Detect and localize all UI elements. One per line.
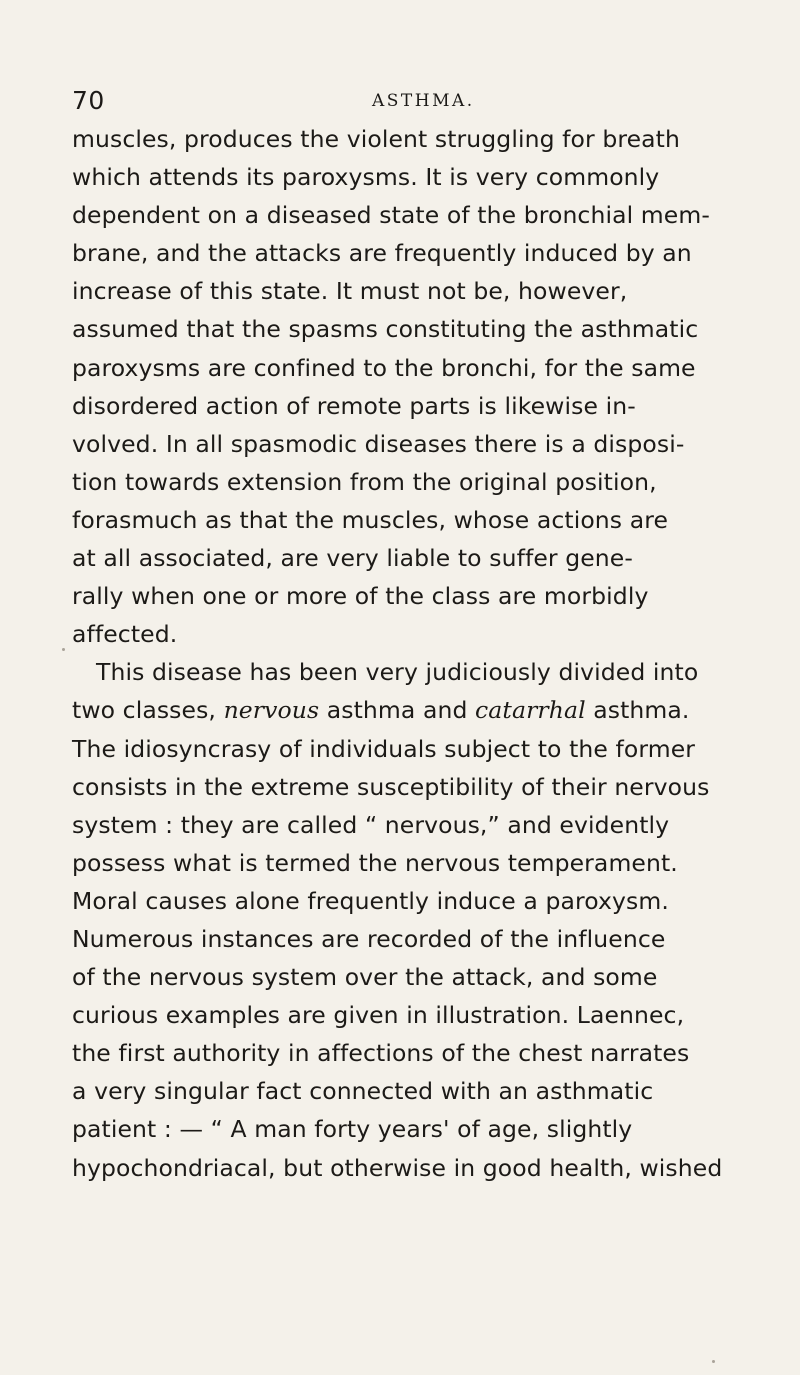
text-line: the first authority in affections of the chest narrates: [72, 1039, 690, 1068]
text-line: disordered action of remote parts is likewise in-: [72, 391, 636, 420]
text-line: volved. In all spasmodic diseases there is a disposi-: [72, 429, 685, 458]
text-line: Moral causes alone frequently induce a paroxysm.: [72, 886, 669, 915]
text-line: forasmuch as that the muscles, whose actions are: [72, 505, 669, 534]
text-line: This disease has been very judiciously divided into: [96, 658, 699, 687]
text-line: affected.: [72, 620, 178, 649]
text-line: a very singular fact connected with an asthmatic: [72, 1077, 654, 1106]
text-line: curious examples are given in illustration. Laennec,: [72, 1001, 685, 1030]
text-line: patient : — “ A man forty years' of age, slightly: [72, 1115, 633, 1144]
text-line: hypochondriacal, but otherwise in good health, wished: [72, 1153, 723, 1182]
text-line: brane, and the attacks are frequently induced by an: [72, 239, 692, 268]
paper-speck: [62, 648, 65, 651]
text-line: tion towards extension from the original position,: [72, 467, 657, 496]
text-line: system : they are called “ nervous,” and evidently: [72, 810, 670, 839]
text-line: increase of this state. It must not be, however,: [72, 277, 628, 306]
running-head: ASTHMA.: [372, 91, 475, 111]
text-run: asthma and: [319, 696, 476, 725]
text-line: consists in the extreme susceptibility of their nervous: [72, 772, 710, 801]
text-line: muscles, produces the violent struggling for breath: [72, 125, 680, 153]
text-line: possess what is termed the nervous temperament.: [72, 848, 678, 877]
body-text: [72, 120, 772, 1187]
text-line: assumed that the spasms constituting the asthmatic: [72, 315, 699, 344]
italic-term: catarrhal: [475, 696, 586, 725]
paragraph-2: [72, 653, 772, 1186]
paragraph-1: [72, 120, 772, 653]
text-line: The idiosyncrasy of individuals subject to the former: [72, 734, 696, 763]
text-line: paroxysms are confined to the bronchi, for the same: [72, 353, 696, 382]
text-line: Numerous instances are recorded of the influence: [72, 924, 666, 953]
text-line: which attends its paroxysms. It is very commonly: [72, 163, 660, 192]
text-line: of the nervous system over the attack, and some: [72, 963, 658, 992]
text-line: at all associated, are very liable to suffer gene-: [72, 544, 633, 573]
text-line: dependent on a diseased state of the bronchial mem-: [72, 201, 710, 230]
page-header: [72, 86, 762, 120]
text-run: asthma.: [585, 696, 690, 725]
text-line: [72, 691, 772, 729]
italic-term: nervous: [223, 696, 320, 725]
text-line: rally when one or more of the class are morbidly: [72, 582, 649, 611]
page-number: 70: [72, 86, 105, 115]
text-run: two classes,: [72, 696, 224, 725]
paper-speck: [712, 1360, 715, 1363]
